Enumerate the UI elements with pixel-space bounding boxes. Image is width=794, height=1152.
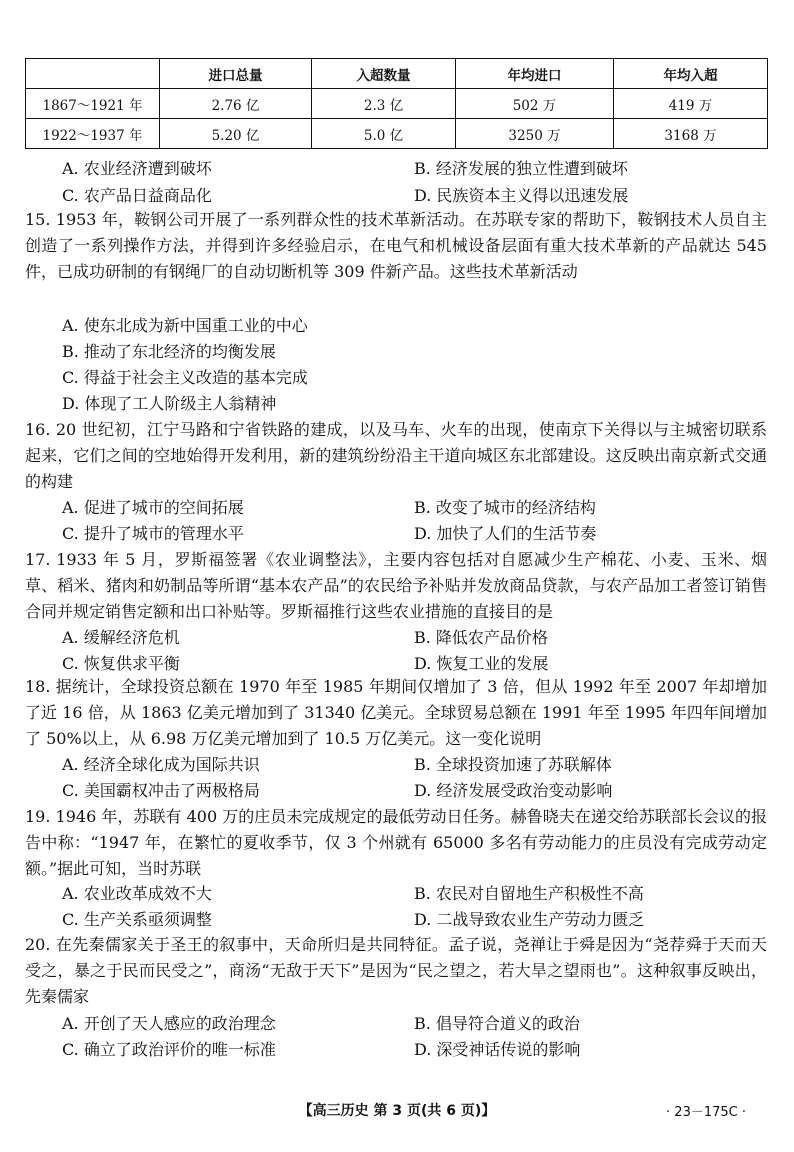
option-d[interactable]: D. 加快了人们的生活节奏 xyxy=(414,524,597,543)
option-b[interactable]: B. 农民对自留地生产积极性不高 xyxy=(414,884,644,903)
table-cell: 502 万 xyxy=(456,89,614,119)
question-19 xyxy=(25,804,767,882)
question-20 xyxy=(25,932,767,1010)
option-d[interactable]: D. 深受神话传说的影响 xyxy=(414,1040,581,1059)
option-b[interactable]: B. 全球投资加速了苏联解体 xyxy=(414,755,612,774)
option-c[interactable]: C. 农产品日益商品化 xyxy=(62,186,212,205)
page-footer: 【高三历史 第 3 页(共 6 页)】 xyxy=(298,1103,496,1119)
table-cell: 2.3 亿 xyxy=(312,89,456,119)
option-a[interactable]: A. 经济全球化成为国际共识 xyxy=(62,755,260,774)
table-cell: 419 万 xyxy=(614,89,768,119)
option-a[interactable]: A. 农业改革成效不大 xyxy=(62,884,212,903)
table-cell: 3168 万 xyxy=(614,119,768,149)
option-b[interactable]: B. 倡导符合道义的政治 xyxy=(414,1014,580,1033)
option-a[interactable]: A. 开创了天人感应的政治理念 xyxy=(62,1014,276,1033)
question-stem: 19. 1946 年，苏联有 400 万的庄员未完成规定的最低劳动日任务。赫鲁晓夫在递交给苏联部长会议的报告中称：“1947 年，在繁忙的夏收季节，仅 3 个州就有 65000 多名有劳动能力的庄员没有完成劳动定额。”据此可知，当时苏联 xyxy=(25,807,767,878)
table-header-cell: 入超数量 xyxy=(312,59,456,89)
table-row xyxy=(26,89,768,119)
option-a[interactable]: A. 农业经济遭到破坏 xyxy=(62,159,212,178)
option-c[interactable]: C. 恢复供求平衡 xyxy=(62,654,180,673)
option-a[interactable]: A. 促进了城市的空间拓展 xyxy=(62,498,244,517)
trade-statistics-table xyxy=(25,58,768,149)
table-cell: 2.76 亿 xyxy=(160,89,312,119)
option-a[interactable]: A. 缓解经济危机 xyxy=(62,628,180,647)
table-cell: 5.0 亿 xyxy=(312,119,456,149)
question-stem: 17. 1933 年 5 月，罗斯福签署《农业调整法》，主要内容包括对自愿减少生产棉花、小麦、玉米、烟草、稻米、猪肉和奶制品等所谓“基本农产品”的农民给予补贴并发放商品贷款，与农产品加工者签订销售合同并规定销售定额和出口补贴等。罗斯福推行这些农业措施的直接目的是 xyxy=(25,550,767,621)
question-stem: 18. 据统计，全球投资总额在 1970 年至 1985 年期间仅增加了 3 倍，但从 1992 年至 2007 年却增加了近 16 倍，从 1863 亿美元增加到了 31340 亿美元。全球贸易总额在 1991 年至 1995 年四年间增加了 50%以上，从 6.98 万亿美元增加到了 10.5 万亿美元。这一变化说明 xyxy=(25,677,767,748)
table-header-row xyxy=(26,59,768,89)
option-c[interactable]: C. 确立了政治评价的唯一标准 xyxy=(62,1040,276,1059)
question-15 xyxy=(25,207,767,285)
table-header-cell: 年均入超 xyxy=(614,59,768,89)
option-d[interactable]: D. 民族资本主义得以迅速发展 xyxy=(414,186,629,205)
question-18 xyxy=(25,674,767,752)
question-16 xyxy=(25,417,767,495)
table-cell: 3250 万 xyxy=(456,119,614,149)
table-row xyxy=(26,119,768,149)
exam-code: · 23－175C · xyxy=(666,1105,746,1120)
option-d[interactable]: D. 恢复工业的发展 xyxy=(414,654,549,673)
option-d[interactable]: D. 经济发展受政治变动影响 xyxy=(414,781,613,800)
option-b[interactable]: B. 改变了城市的经济结构 xyxy=(414,498,596,517)
table-header-cell xyxy=(26,59,160,89)
table-header-cell: 年均进口 xyxy=(456,59,614,89)
option-d[interactable]: D. 体现了工人阶级主人翁精神 xyxy=(62,394,277,413)
question-17 xyxy=(25,547,767,625)
option-b[interactable]: B. 降低农产品价格 xyxy=(414,628,548,647)
option-b[interactable]: B. 推动了东北经济的均衡发展 xyxy=(62,342,276,361)
option-c[interactable]: C. 得益于社会主义改造的基本完成 xyxy=(62,368,308,387)
question-stem: 16. 20 世纪初，江宁马路和宁省铁路的建成，以及马车、火车的出现，使南京下关得以与主城密切联系起来，它们之间的空地始得开发利用，新的建筑纷纷沿主干道向城区东北部建设。这反映出南京新式交通的构建 xyxy=(25,420,767,491)
option-c[interactable]: C. 提升了城市的管理水平 xyxy=(62,524,244,543)
question-stem: 20. 在先秦儒家关于圣王的叙事中，天命所归是共同特征。孟子说，尧禅让于舜是因为“尧荐舜于天而天受之，暴之于民而民受之”，商汤“无敌于天下”是因为“民之望之，若大旱之望雨也”。这种叙事反映出，先秦儒家 xyxy=(25,935,767,1006)
option-b[interactable]: B. 经济发展的独立性遭到破坏 xyxy=(414,159,628,178)
option-a[interactable]: A. 使东北成为新中国重工业的中心 xyxy=(62,316,308,335)
option-c[interactable]: C. 生产关系亟须调整 xyxy=(62,910,212,929)
table-cell: 5.20 亿 xyxy=(160,119,312,149)
option-d[interactable]: D. 二战导致农业生产劳动力匮乏 xyxy=(414,910,645,929)
question-stem: 15. 1953 年，鞍钢公司开展了一系列群众性的技术革新活动。在苏联专家的帮助下，鞍钢技术人员自主创造了一系列操作方法，并得到许多经验启示，在电气和机械设备层面有重大技术革新的产品就达 545 件，已成功研制的有钢绳厂的自动切断机等 309 件新产品。这些技术革新活动 xyxy=(25,210,767,281)
table-cell: 1867～1921 年 xyxy=(26,89,160,119)
table-cell: 1922～1937 年 xyxy=(26,119,160,149)
table-header-cell: 进口总量 xyxy=(160,59,312,89)
option-c[interactable]: C. 美国霸权冲击了两极格局 xyxy=(62,781,260,800)
